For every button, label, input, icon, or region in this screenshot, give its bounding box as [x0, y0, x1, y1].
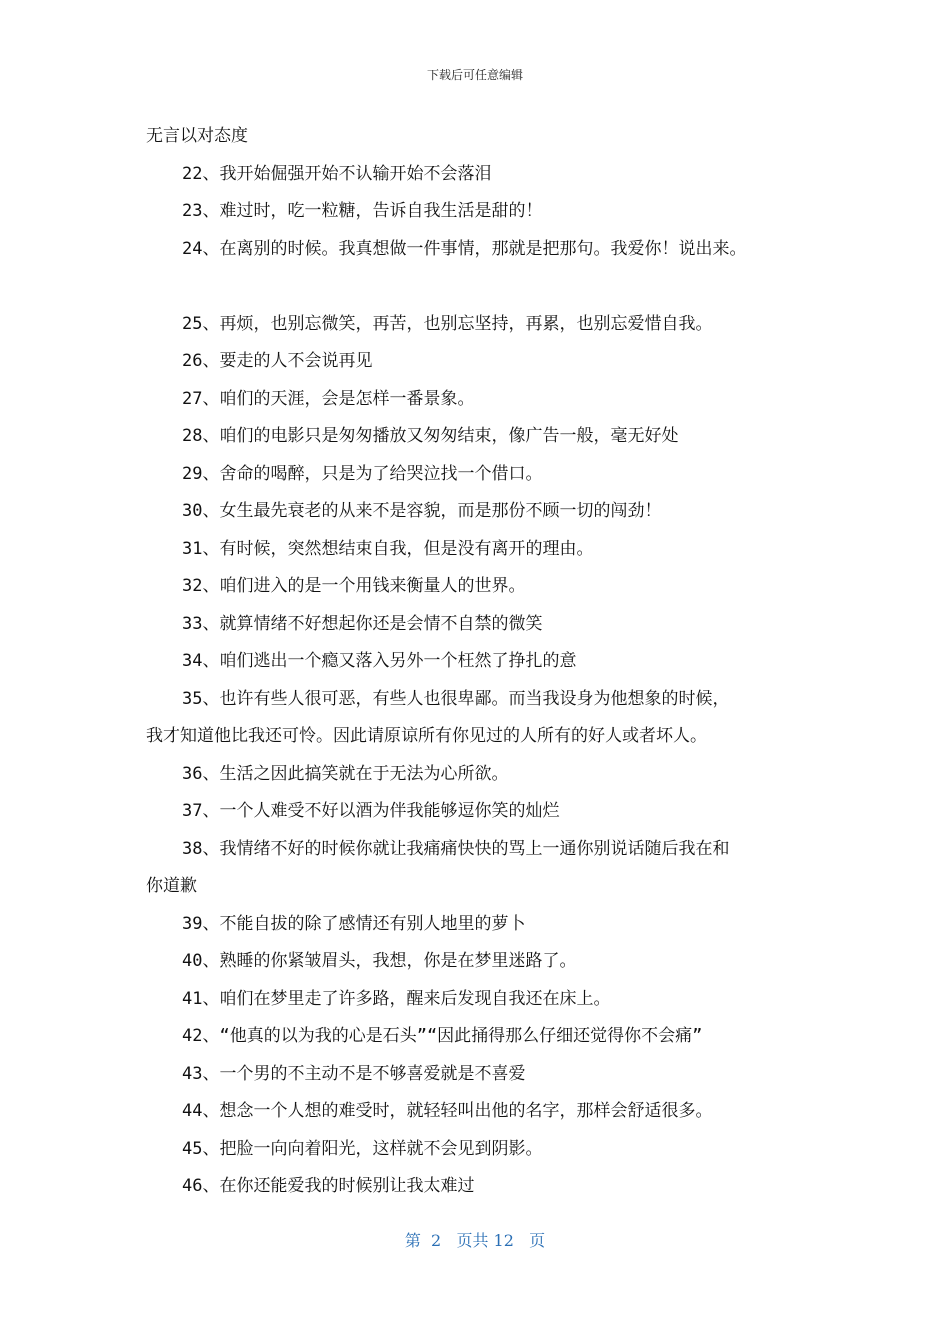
text-line: 32、咱们进入的是一个用钱来衡量人的世界。 — [182, 576, 526, 596]
page-footer: 第 2 页共 12 页 — [404, 1231, 546, 1250]
text-line: 38、我情绪不好的时候你就让我痛痛快快的骂上一通你别说话随后我在和 — [182, 838, 730, 859]
text-line: 36、生活之因此搞笑就在于无法为心所欲。 — [182, 763, 509, 784]
text-line: 30、女生最先衰老的从来不是容貌，而是那份不顾一切的闯劲！ — [182, 501, 662, 521]
text-line: 29、舍命的喝醉，只是为了给哭泣找一个借口。 — [182, 463, 543, 484]
text-line: 45、把脸一向向着阳光，这样就不会见到阴影。 — [182, 1138, 543, 1159]
document-body — [146, 118, 806, 1206]
text-line: 22、我开始倔强开始不认输开始不会落泪 — [182, 163, 492, 184]
text-line: 46、在你还能爱我的时候别让我太难过 — [182, 1176, 475, 1196]
text-line: 43、一个男的不主动不是不够喜爱就是不喜爱 — [182, 1063, 526, 1084]
text-line: 39、不能自拔的除了感情还有别人地里的萝卜 — [182, 913, 526, 934]
text-line: 26、要走的人不会说再见 — [182, 351, 373, 371]
text-line: 40、熟睡的你紧皱眉头，我想，你是在梦里迷路了。 — [182, 951, 577, 971]
text-line: 你道歉 — [146, 876, 197, 896]
text-line: 23、难过时，吃一粒糖，告诉自我生活是甜的！ — [182, 201, 543, 221]
text-line: 28、咱们的电影只是匆匆播放又匆匆结束，像广告一般，毫无好处 — [182, 426, 679, 446]
text-line: 37、一个人难受不好以酒为伴我能够逗你笑的灿烂 — [182, 801, 560, 821]
text-line: 33、就算情绪不好想起你还是会情不自禁的微笑 — [182, 613, 543, 634]
blank-line — [146, 268, 806, 306]
text-line: 24、在离别的时候。我真想做一件事情，那就是把那句。我爱你！说出来。 — [182, 238, 747, 259]
text-line: 41、咱们在梦里走了许多路，醒来后发现自我还在床上。 — [182, 988, 611, 1009]
text-line: 31、有时候，突然想结束自我，但是没有离开的理由。 — [182, 538, 594, 559]
text-line: 42、“他真的以为我的心是石头”“因此捅得那么仔细还觉得你不会痛” — [182, 1026, 703, 1046]
text-line: 25、再烦，也别忘微笑，再苦，也别忘坚持，再累，也别忘爱惜自我。 — [182, 313, 713, 334]
text-line: 无言以对态度 — [146, 126, 248, 146]
text-line: 我才知道他比我还可怜。因此请原谅所有你见过的人所有的好人或者坏人。 — [146, 726, 707, 746]
text-line: 27、咱们的天涯，会是怎样一番景象。 — [182, 388, 475, 409]
text-line: 34、咱们逃出一个瘾又落入另外一个枉然了挣扎的意 — [182, 651, 577, 671]
text-line: 35、也许有些人很可恶，有些人也很卑鄙。而当我设身为他想象的时候， — [182, 688, 730, 709]
page-header: 下载后可任意编辑 — [426, 68, 523, 82]
text-line: 44、想念一个人想的难受时，就轻轻叫出他的名字，那样会舒适很多。 — [182, 1101, 713, 1121]
